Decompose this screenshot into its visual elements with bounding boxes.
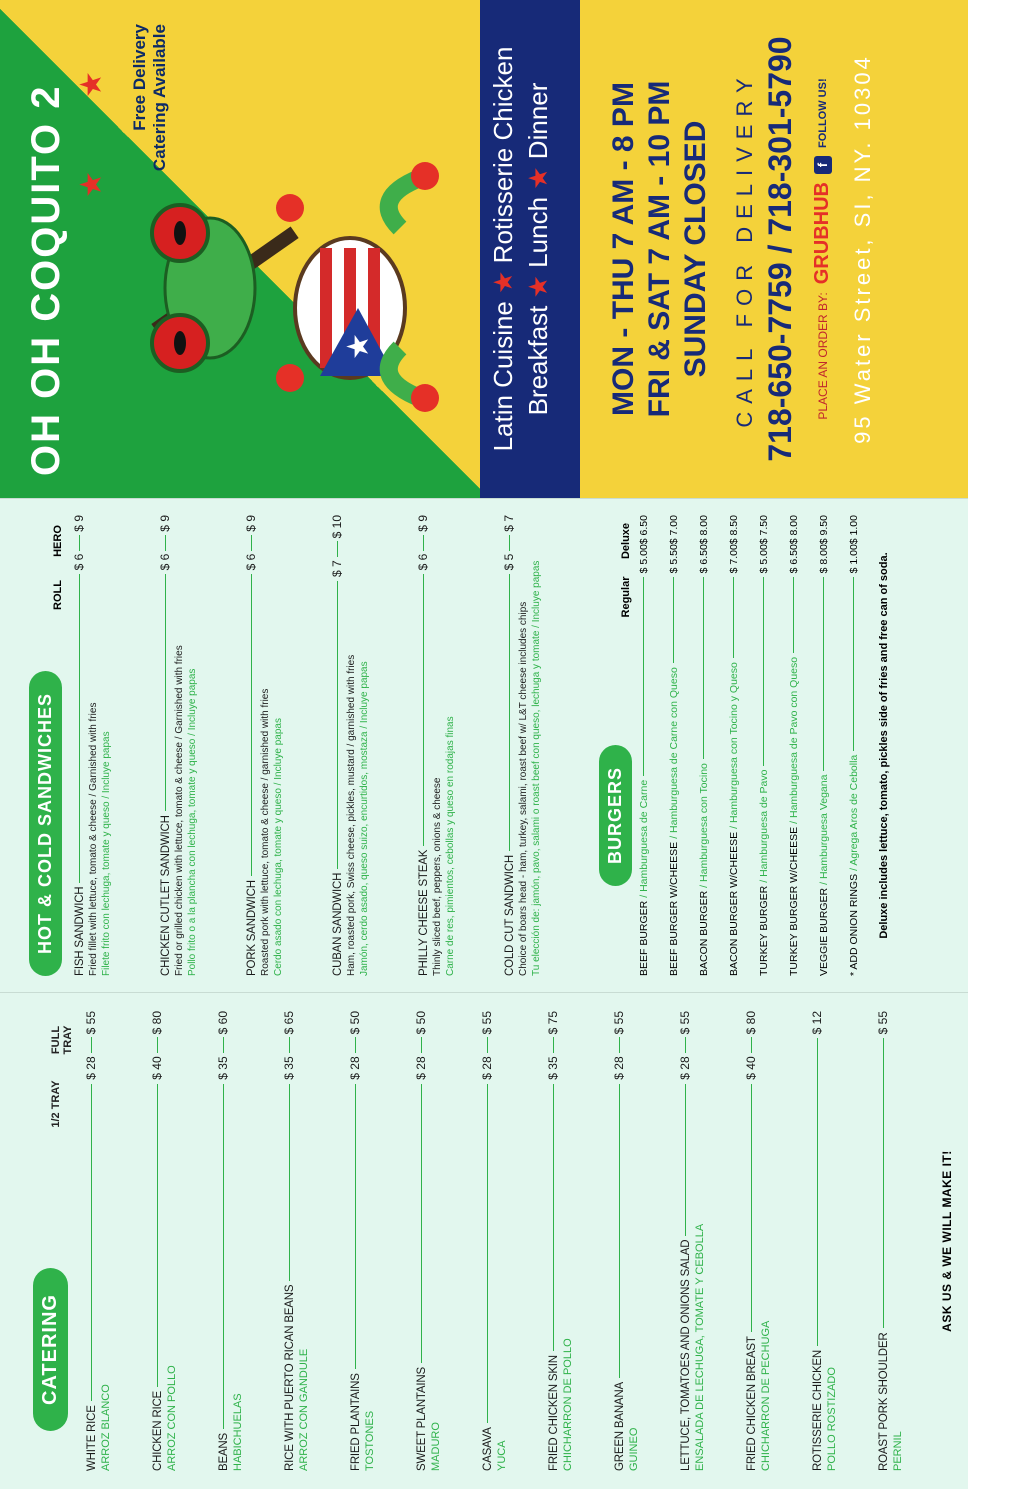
sandwich-name: CHICKEN CUTLET SANDWICH (160, 815, 172, 976)
burger-row (722, 515, 752, 976)
sandwich-name: PHILLY CHEESE STEAK (418, 849, 430, 976)
sandwich-item (152, 515, 238, 976)
order-label: PLACE AN ORDER BY: (815, 292, 830, 420)
catering-item (472, 1011, 538, 1471)
burger-name: BEEF BURGER W/CHEESE (668, 841, 680, 976)
catering-row (414, 1011, 428, 1471)
catering-row (150, 1011, 164, 1471)
free-delivery-note (130, 24, 171, 171)
burger-row (692, 515, 722, 976)
cuisine-line-1 (486, 0, 521, 498)
cuisine-line-2 (521, 0, 556, 498)
sandwich-description: Choice of boars head - ham, turkey, salami, roast beef w/ L&T cheese includes chips (518, 601, 529, 976)
deluxe-price: $ 8.00 (698, 515, 710, 545)
leader-line (763, 577, 764, 765)
regular-price: $ 6.50 (788, 544, 800, 574)
burger-name: TURKEY BURGER W/CHEESE (788, 826, 800, 976)
roll-price: $ 6 (158, 553, 172, 571)
leader-line (355, 1037, 356, 1053)
regular-price: $ 7.00 (728, 544, 740, 574)
catering-item-spanish: YUCA (496, 1440, 508, 1471)
leader-line (251, 535, 252, 551)
hero-price: $ 9 (416, 515, 430, 532)
full-tray-price: $ 55 (84, 1011, 98, 1035)
burger-header (588, 515, 632, 976)
full-tray-price: $ 80 (744, 1011, 758, 1035)
catering-column-headers (50, 1011, 74, 1133)
deluxe-price: $ 7.50 (758, 515, 770, 545)
leader-line (421, 1037, 422, 1053)
sandwich-column-headers (52, 515, 64, 621)
leader-line (337, 581, 338, 869)
sandwich-row (72, 515, 86, 976)
leader-line (619, 1084, 620, 1378)
regular-price: $ 5.00 (638, 544, 650, 574)
leader-line (355, 1084, 356, 1370)
sandwich-panel (0, 498, 968, 992)
svg-text:★: ★ (341, 333, 376, 360)
leader-line (251, 574, 252, 876)
roll-price: $ 6 (244, 553, 258, 571)
catering-item-spanish: ENSALADA DE LECHUGA, TOMATE Y CEBOLLA (694, 1223, 706, 1471)
burger-name-spanish: / Agrega Aros de Cebolla (848, 754, 860, 871)
sandwich-name: CUBAN SANDWICH (332, 872, 344, 976)
leader-line (643, 577, 644, 775)
star-icon: ★ (75, 171, 108, 198)
sandwich-item (324, 515, 410, 976)
catering-row (678, 1011, 692, 1471)
catering-row (810, 1011, 824, 1471)
full-tray-price: $ 80 (150, 1011, 164, 1035)
call-for-delivery-label: CALL FOR DELIVERY (732, 70, 757, 428)
catering-item-spanish: TOSTONES (364, 1410, 376, 1471)
grubhub-logo: GRUBHUB (811, 182, 833, 285)
catering-item (340, 1011, 406, 1471)
leader-line (165, 574, 166, 811)
burger-name-spanish: / Hamburguesa de Carne (638, 779, 650, 898)
burger-name-spanish: / Hamburguesa con Tocino y Queso (728, 662, 740, 829)
regular-price: $ 5.00 (758, 544, 770, 574)
burger-name-spanish: / Hamburguesa de Pavo (758, 769, 770, 883)
catering-item (604, 1011, 670, 1471)
burger-name: BEEF BURGER (638, 900, 650, 976)
half-tray-price: $ 35 (216, 1056, 230, 1080)
leader-line (853, 577, 854, 750)
leader-line (883, 1038, 884, 1328)
leader-line (751, 1037, 752, 1053)
cover-artwork (0, 0, 480, 498)
regular-price: $ 5.50 (668, 544, 680, 574)
sandwich-description-spanish: Filete frito con lechuga, tomate y queso / Incluye papas (101, 731, 112, 976)
sandwich-row (416, 515, 430, 976)
star-icon: ★ (488, 270, 518, 294)
catering-item (274, 1011, 340, 1471)
full-tray-price: $ 55 (480, 1011, 494, 1035)
leader-line (157, 1084, 158, 1387)
burger-row (782, 515, 812, 976)
leader-line (223, 1084, 224, 1429)
sandwich-item (410, 515, 496, 976)
leader-line (91, 1037, 92, 1053)
catering-header (10, 1011, 76, 1471)
leader-line (685, 1084, 686, 1236)
catering-row (876, 1011, 890, 1471)
catering-item-name: FRIED CHICKEN BREAST (746, 1336, 758, 1471)
hero-price: $ 7 (502, 515, 516, 532)
leader-line (487, 1037, 488, 1053)
half-tray-price: $ 35 (546, 1056, 560, 1080)
sandwich-description-spanish: Cerdo asado con lechuga, tomate y queso / Incluye papas (273, 718, 284, 976)
catering-item-name: WHITE RICE (86, 1405, 98, 1471)
burger-name-spanish: / Hamburguesa Vegana (818, 774, 830, 885)
sandwich-name: PORK SANDWICH (246, 880, 258, 976)
burger-row (752, 515, 782, 976)
half-tray-price: $ 28 (84, 1056, 98, 1080)
roll-price: $ 5 (502, 553, 516, 571)
hours-mon-thu: MON - THU 7 AM - 8 PM (607, 82, 640, 416)
full-tray-header: FULL TRAY (50, 1025, 74, 1055)
dinner-text: Dinner (523, 82, 554, 160)
regular-price: $ 8.00 (818, 544, 830, 574)
burger-name: BACON BURGER (698, 890, 710, 976)
hours-sunday: SUNDAY CLOSED (679, 120, 712, 378)
catering-item (406, 1011, 472, 1471)
catering-item-spanish: HABICHUELAS (232, 1393, 244, 1471)
half-tray-header: 1/2 TRAY (50, 1080, 62, 1128)
burger-title: BURGERS (599, 745, 632, 886)
deluxe-price: $ 8.00 (788, 515, 800, 545)
leader-line (79, 535, 80, 551)
leader-line (509, 574, 510, 851)
burger-row (632, 515, 662, 976)
burger-column-headers (620, 515, 632, 623)
half-tray-price: $ 28 (348, 1056, 362, 1080)
burger-list (632, 515, 872, 976)
lunch-text: Lunch (523, 196, 554, 268)
sandwich-row (158, 515, 172, 976)
leader-line (165, 535, 166, 551)
sandwich-item (66, 515, 152, 976)
sandwich-description-spanish: Tu elección de: jamón, pavo, salami o roast beef con queso, lechuga y tomate / Incluye papas (531, 560, 542, 976)
catering-item-spanish: PERNIL (892, 1431, 904, 1471)
deluxe-price: $ 6.50 (638, 515, 650, 545)
half-tray-price: $ 28 (612, 1056, 626, 1080)
leader-line (509, 535, 510, 551)
leader-line (673, 577, 674, 663)
catering-item-name: ROTISSERIE CHICKEN (812, 1349, 824, 1471)
leader-line (751, 1084, 752, 1333)
catering-item-name: CHICKEN RICE (152, 1390, 164, 1471)
leader-line (817, 1038, 818, 1346)
half-tray-price: $ 28 (414, 1056, 428, 1080)
catering-item-name: ROAST PORK SHOULDER (878, 1332, 890, 1471)
leader-line (793, 577, 794, 652)
catering-item (76, 1011, 142, 1471)
sandwich-description: Fried fillet with lettuce, tomato & cheese / Garnished with fries (88, 702, 99, 976)
catering-item (142, 1011, 208, 1471)
catering-list (76, 1011, 934, 1471)
leader-line (223, 1037, 224, 1053)
half-tray-price: $ 40 (150, 1056, 164, 1080)
catering-item (736, 1011, 802, 1471)
catering-item-name: BEANS (218, 1433, 230, 1471)
hero-price: $ 10 (330, 515, 344, 539)
deluxe-price: $ 8.50 (728, 515, 740, 545)
sandwich-description-spanish: Pollo frito o a la plancha con lechuga, tomate y queso / Incluye papas (187, 668, 198, 976)
leader-line (423, 574, 424, 845)
catering-item-name: RICE WITH PUERTO RICAN BEANS (284, 1284, 296, 1471)
frog-guitar-illustration (120, 118, 460, 438)
deluxe-header: Deluxe (620, 522, 632, 560)
follow-us-text: FOLLOW US! (816, 78, 829, 149)
facebook-icon: f (814, 156, 832, 174)
deluxe-price: $ 7.00 (668, 515, 680, 545)
burger-row (842, 515, 872, 976)
roll-price: $ 6 (416, 553, 430, 571)
catering-item-spanish: GUINEO (628, 1427, 640, 1471)
catering-item-spanish: CHICHARRON DE PECHUGA (760, 1320, 772, 1471)
sandwich-title: HOT & COLD SANDWICHES (29, 671, 62, 976)
hero-header: HERO (52, 525, 64, 557)
full-tray-price: $ 75 (546, 1011, 560, 1035)
leader-line (685, 1037, 686, 1053)
business-hours (606, 0, 714, 498)
sandwich-header (10, 515, 66, 976)
regular-price: $ 6.50 (698, 544, 710, 574)
leader-line (733, 577, 734, 658)
burger-name: VEGGIE BURGER (818, 887, 830, 976)
sandwich-name: COLD CUT SANDWICH (504, 855, 516, 976)
leader-line (91, 1084, 92, 1402)
leader-line (79, 574, 80, 882)
leader-line (337, 541, 338, 557)
catering-item (208, 1011, 274, 1471)
ask-us-note: ASK US & WE WILL MAKE IT! (940, 1150, 954, 1332)
sandwich-item (238, 515, 324, 976)
leader-line (553, 1084, 554, 1351)
catering-item-name: CASAVA (482, 1427, 494, 1471)
hours-fri-sat: FRI & SAT 7 AM - 10 PM (643, 80, 676, 418)
catering-row (480, 1011, 494, 1471)
burger-name: BACON BURGER W/CHEESE (728, 831, 740, 976)
catering-item (802, 1011, 868, 1471)
burger-name-spanish: / Hamburguesa de Carne con Queso (668, 667, 680, 839)
catering-row (612, 1011, 626, 1471)
deluxe-note: Deluxe includes lettuce, tomato, pickles side of fries and free can of soda. (878, 552, 890, 939)
contact-section (580, 0, 968, 498)
hero-price: $ 9 (72, 515, 86, 532)
sandwich-list (66, 515, 582, 976)
sandwich-row (244, 515, 258, 976)
burger-name-spanish: / Hamburguesa con Tocino (698, 763, 710, 888)
order-row (811, 0, 834, 498)
half-tray-price: $ 35 (282, 1056, 296, 1080)
star-icon: ★ (523, 275, 554, 299)
half-tray-price: $ 28 (480, 1056, 494, 1080)
phone-numbers: 718-650-7759 / 718-301-5790 (762, 36, 798, 462)
half-tray-price: $ 28 (678, 1056, 692, 1080)
sandwich-description: Fried or grilled chicken with lettuce, tomato & cheese / Garnished with fries (174, 645, 185, 976)
roll-header: ROLL (52, 580, 64, 610)
full-tray-price: $ 55 (612, 1011, 626, 1035)
free-delivery-text: Free Delivery (130, 24, 149, 131)
sandwich-row (330, 515, 344, 976)
catering-item (868, 1011, 934, 1471)
leader-line (157, 1037, 158, 1053)
burger-row (662, 515, 692, 976)
leader-line (423, 535, 424, 551)
sandwich-item (496, 515, 582, 976)
sandwich-description: Thinly sliced beef, peppers, onions & cheese (432, 777, 443, 976)
regular-price: $ 1.00 (848, 544, 860, 574)
catering-row (348, 1011, 362, 1471)
catering-row (744, 1011, 758, 1471)
catering-row (282, 1011, 296, 1471)
leader-line (619, 1037, 620, 1053)
address: 95 Water Street, SI, NY. 10304 (850, 54, 875, 444)
full-tray-price: $ 12 (810, 1011, 824, 1035)
catering-item-name: SWEET PLANTAINS (416, 1367, 428, 1471)
sandwich-row (502, 515, 516, 976)
catering-item-spanish: CHICHARRON DE POLLO (562, 1338, 574, 1471)
catering-item-name: FRIED CHICKEN SKIN (548, 1355, 560, 1471)
restaurant-name: OH OH COQUITO 2 (24, 84, 68, 476)
burger-name: TURKEY BURGER (758, 885, 770, 976)
catering-item (670, 1011, 736, 1471)
leader-line (823, 577, 824, 770)
latin-cuisine-text: Latin Cuisine (488, 301, 518, 452)
leader-line (703, 577, 704, 759)
leader-line (289, 1037, 290, 1053)
cuisine-band (480, 0, 580, 498)
catering-item-spanish: POLLO ROSTIZADO (826, 1367, 838, 1471)
full-tray-price: $ 65 (282, 1011, 296, 1035)
star-icon: ★ (523, 166, 554, 190)
burger-name-spanish: / Hamburguesa de Pavo con Queso (788, 656, 800, 824)
star-icon: ★ (75, 71, 108, 98)
catering-row (546, 1011, 560, 1471)
leader-line (487, 1084, 488, 1424)
full-tray-price: $ 60 (216, 1011, 230, 1035)
sandwich-name: FISH SANDWICH (74, 886, 86, 976)
roll-price: $ 6 (72, 553, 86, 571)
burger-name: * ADD ONION RINGS (848, 873, 860, 976)
regular-header: Regular (620, 576, 632, 618)
catering-title: CATERING (33, 1268, 68, 1431)
sandwich-description-spanish: Carne de res, pimientos, cebollas y queso en rodajas finas (445, 716, 456, 976)
catering-row (84, 1011, 98, 1471)
deluxe-price: $ 9.50 (818, 515, 830, 545)
cover-panel (0, 0, 968, 498)
roll-price: $ 7 (330, 560, 344, 578)
leader-line (289, 1084, 290, 1281)
catering-item-spanish: MADURO (430, 1422, 442, 1471)
catering-row (216, 1011, 230, 1471)
burger-row (812, 515, 842, 976)
catering-item-name: GREEN BANANA (614, 1382, 626, 1471)
sandwich-description-spanish: Jamón, cerdo asado, queso suizo, encurtidos, mostaza / Incluye papas (359, 661, 370, 976)
catering-item-spanish: ARROZ BLANCO (100, 1384, 112, 1471)
catering-panel (0, 992, 968, 1489)
hero-price: $ 9 (158, 515, 172, 532)
leader-line (553, 1037, 554, 1053)
catering-item-name: FRIED PLANTAINS (350, 1373, 362, 1471)
full-tray-price: $ 55 (678, 1011, 692, 1035)
sandwich-description: Roasted pork with lettuce, tomato & cheese / garnished with fries (260, 688, 271, 976)
full-tray-price: $ 50 (348, 1011, 362, 1035)
catering-item (538, 1011, 604, 1471)
rotisserie-chicken-text: Rotisserie Chicken (488, 46, 518, 264)
catering-item-name: LETTUCE, TOMATOES AND ONIONS SALAD (680, 1239, 692, 1471)
leader-line (421, 1084, 422, 1363)
half-tray-price: $ 40 (744, 1056, 758, 1080)
deluxe-price: $ 1.00 (848, 515, 860, 545)
breakfast-text: Breakfast (523, 305, 554, 416)
catering-item-spanish: ARROZ CON POLLO (166, 1365, 178, 1471)
full-tray-price: $ 55 (876, 1011, 890, 1035)
full-tray-price: $ 50 (414, 1011, 428, 1035)
catering-item-spanish: ARROZ CON GANDULE (298, 1348, 310, 1471)
hero-price: $ 9 (244, 515, 258, 532)
sandwich-description: Ham, roasted pork, Swiss cheese, pickles, mustard / garnished with fries (346, 654, 357, 976)
catering-available-text: Catering Available (150, 24, 170, 172)
